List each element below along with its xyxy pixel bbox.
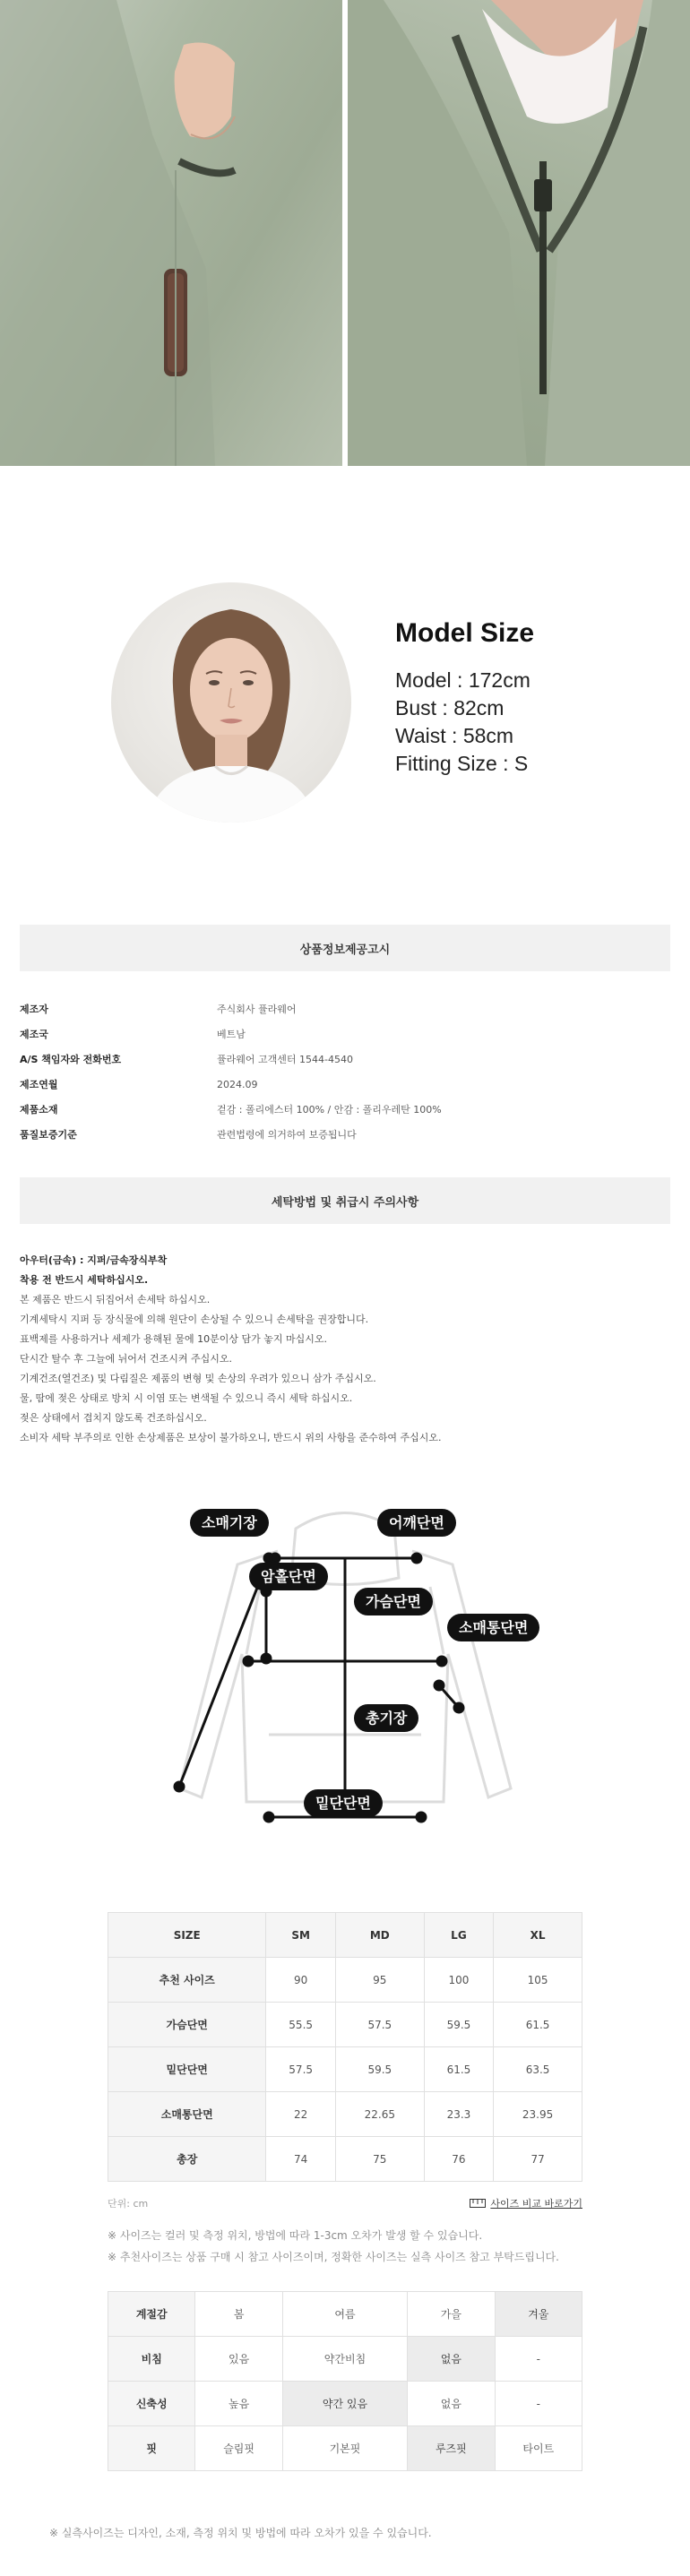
notice-key: A/S 책임자와 전화번호 [20, 1054, 122, 1065]
label-chest: 가슴단면 [354, 1588, 433, 1615]
table-row [108, 2337, 582, 2382]
table-cell: 22 [266, 2092, 335, 2137]
table-row [108, 2292, 582, 2337]
table-cell: 타이트 [495, 2426, 582, 2471]
notice-value: 베트남 [217, 1029, 246, 1040]
size-header-row [108, 1913, 582, 1958]
table-cell: 61.5 [494, 2003, 582, 2047]
label-sleeve-width: 소매통단면 [447, 1614, 539, 1641]
row-label: 계절감 [108, 2292, 195, 2337]
table-cell: 약간비침 [282, 2337, 407, 2382]
measurement-diagram [0, 1502, 690, 1878]
notice-value: 주식회사 퓰라웨어 [217, 1004, 297, 1015]
care-line: 아우터(금속) : 지퍼/금속장식부착 [20, 1254, 168, 1266]
label-total-length: 총기장 [354, 1704, 418, 1732]
table-cell-selected: 루즈핏 [408, 2426, 495, 2471]
notice-row [20, 1122, 670, 1147]
table-cell-selected: 없음 [408, 2337, 495, 2382]
model-size-section [0, 466, 690, 905]
model-size-title: Model Size [395, 618, 535, 648]
table-row [108, 2047, 582, 2092]
fit-table [108, 2291, 582, 2471]
table-cell: 23.95 [494, 2092, 582, 2137]
label-hem: 밑단단면 [304, 1789, 383, 1817]
notice-value: 2024.09 [217, 1078, 258, 1090]
table-row [108, 2137, 582, 2182]
collar-detail-illustration [348, 0, 690, 466]
table-row [108, 1958, 582, 2003]
size-header: SIZE [108, 1913, 266, 1958]
photo-collar-detail [348, 0, 690, 466]
table-cell: 있음 [195, 2337, 282, 2382]
table-cell: 75 [335, 2137, 424, 2182]
label-shoulder: 어깨단면 [377, 1509, 456, 1537]
notice-row [20, 1021, 670, 1047]
table-cell: - [495, 2382, 582, 2426]
table-cell: 105 [494, 1958, 582, 2003]
table-cell: 55.5 [266, 2003, 335, 2047]
table-cell: 74 [266, 2137, 335, 2182]
model-height: Model : 172cm [395, 668, 530, 692]
model-avatar [111, 582, 351, 823]
row-label: 신축성 [108, 2382, 195, 2426]
table-cell: 기본핏 [282, 2426, 407, 2471]
table-cell: 90 [266, 1958, 335, 2003]
size-header: MD [335, 1913, 424, 1958]
care-instructions [20, 1251, 670, 1448]
notice-row [20, 1047, 670, 1072]
label-sleeve-length: 소매기장 [190, 1509, 269, 1537]
care-line: 물, 땀에 젖은 상태로 방치 시 이염 또는 변색될 수 있으니 즉시 세탁 하십시오. [20, 1392, 353, 1404]
care-title: 세탁방법 및 취급시 주의사항 [20, 1177, 670, 1224]
table-row [108, 2426, 582, 2471]
model-info [395, 618, 534, 778]
product-photos [0, 0, 690, 466]
model-bust: Bust : 82cm [395, 696, 505, 719]
care-section [0, 1177, 690, 1448]
table-cell: 76 [424, 2137, 493, 2182]
notice-value: 겉감 : 폴리에스터 100% / 안감 : 폴리우레탄 100% [217, 1104, 442, 1116]
notice-value: 퓰라웨어 고객센터 1544-4540 [217, 1054, 353, 1065]
notice-key: 제조연월 [20, 1079, 58, 1090]
table-cell: 슬림핏 [195, 2426, 282, 2471]
care-line: 착용 전 반드시 세탁하십시오. [20, 1274, 149, 1286]
table-cell: 59.5 [335, 2047, 424, 2092]
care-line: 단시간 탈수 후 그늘에 뉘어서 건조시켜 주십시오. [20, 1353, 232, 1365]
row-label: 추천 사이즈 [108, 1958, 266, 2003]
table-cell: 63.5 [494, 2047, 582, 2092]
table-cell: 61.5 [424, 2047, 493, 2092]
row-label: 핏 [108, 2426, 195, 2471]
model-portrait-illustration [111, 582, 351, 823]
model-fitting-size: Fitting Size : S [395, 752, 529, 775]
size-note: ※ 사이즈는 컬러 및 측정 위치, 방법에 따라 1-3cm 오차가 발생 할 수 있습니다. [108, 2229, 483, 2242]
notice-value: 관련법령에 의거하여 보증됩니다 [217, 1129, 357, 1141]
care-line: 소비자 세탁 부주의로 인한 손상제품은 보상이 불가하오니, 반드시 위의 사항을 준수하여 주십시오. [20, 1432, 442, 1443]
table-row [108, 2092, 582, 2137]
table-cell-selected: 겨울 [495, 2292, 582, 2337]
table-cell: 여름 [282, 2292, 407, 2337]
size-header: XL [494, 1913, 582, 1958]
unit-row [108, 2196, 582, 2210]
product-notice-title: 상품정보제공고시 [20, 925, 670, 971]
table-cell: 23.3 [424, 2092, 493, 2137]
notice-key: 품질보증기준 [20, 1129, 77, 1141]
row-label: 가슴단면 [108, 2003, 266, 2047]
product-notice-section [0, 925, 690, 1147]
care-line: 젖은 상태에서 겹치지 않도록 건조하십시오. [20, 1412, 207, 1424]
notice-row [20, 1072, 670, 1097]
unit-label: 단위: cm [108, 2198, 149, 2210]
table-cell: 높음 [195, 2382, 282, 2426]
notice-key: 제조국 [20, 1029, 48, 1040]
photo-pocket-detail [0, 0, 342, 466]
table-cell: 57.5 [266, 2047, 335, 2092]
size-header: SM [266, 1913, 335, 1958]
size-table [108, 1912, 582, 2182]
size-note: ※ 추천사이즈는 상품 구매 시 참고 사이즈이며, 정확한 사이즈는 실측 사이즈 참고 부탁드립니다. [108, 2251, 559, 2263]
size-notes [108, 2225, 582, 2268]
model-waist: Waist : 58cm [395, 724, 514, 747]
size-compare-label[interactable]: 사이즈 비교 바로가기 [490, 2198, 582, 2210]
notice-key: 제품소재 [20, 1104, 58, 1116]
bottom-note: ※ 실측사이즈는 디자인, 소재, 측정 위치 및 방법에 따라 오차가 있을 수 있습니다. [49, 2527, 432, 2539]
size-section [0, 1912, 690, 2540]
table-cell: 봄 [195, 2292, 282, 2337]
row-label: 총장 [108, 2137, 266, 2182]
row-label: 소매통단면 [108, 2092, 266, 2137]
table-row [108, 2382, 582, 2426]
notice-row [20, 996, 670, 1021]
notice-key: 제조자 [20, 1004, 48, 1015]
table-row [108, 2003, 582, 2047]
ruler-icon [470, 2199, 486, 2208]
table-cell: 22.65 [335, 2092, 424, 2137]
row-label: 비침 [108, 2337, 195, 2382]
size-header: LG [424, 1913, 493, 1958]
product-notice-table [20, 996, 670, 1147]
care-line: 본 제품은 반드시 뒤집어서 손세탁 하십시오. [20, 1294, 211, 1305]
label-armhole: 암홀단면 [249, 1563, 328, 1590]
table-cell: 77 [494, 2137, 582, 2182]
garment-outline [0, 1502, 690, 1878]
table-cell: 57.5 [335, 2003, 424, 2047]
table-cell: 59.5 [424, 2003, 493, 2047]
care-line: 기계건조(열건조) 및 다림질은 제품의 변형 및 손상의 우려가 있으니 삼가 주십시오. [20, 1373, 376, 1384]
care-line: 기계세탁시 지퍼 등 장식물에 의해 원단이 손상될 수 있으니 손세탁을 권장합니다. [20, 1314, 369, 1325]
care-line: 표백제를 사용하거나 세제가 용해된 물에 10분이상 담가 놓지 마십시오. [20, 1333, 327, 1345]
table-cell: 가을 [408, 2292, 495, 2337]
pocket-detail-illustration [0, 0, 342, 466]
table-cell: - [495, 2337, 582, 2382]
notice-row [20, 1097, 670, 1122]
table-cell: 100 [424, 1958, 493, 2003]
table-cell: 없음 [408, 2382, 495, 2426]
table-cell: 95 [335, 1958, 424, 2003]
row-label: 밑단단면 [108, 2047, 266, 2092]
size-compare-link[interactable] [470, 2196, 582, 2210]
table-cell-selected: 약간 있음 [282, 2382, 407, 2426]
